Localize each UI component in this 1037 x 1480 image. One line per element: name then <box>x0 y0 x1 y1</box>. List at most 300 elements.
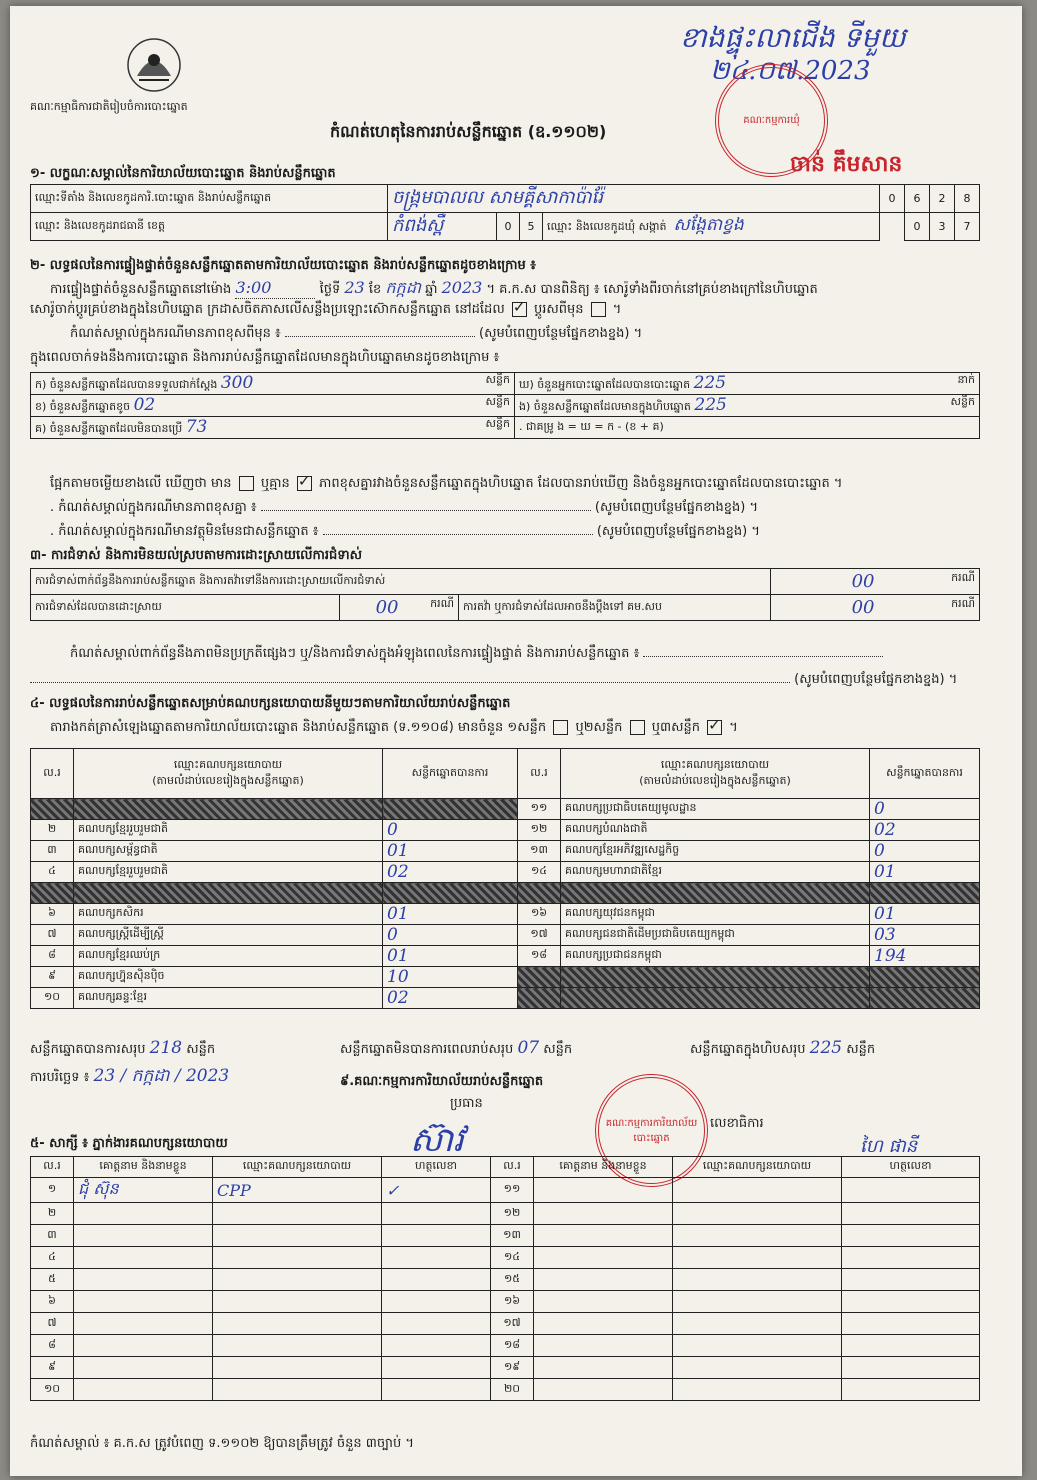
result-name: គណបក្សឆន្ទៈខ្មែរ <box>74 988 383 1009</box>
col-party-header <box>74 749 383 799</box>
result-no: ១៨ <box>518 946 561 967</box>
result-no: ១៣ <box>518 841 561 862</box>
result-votes <box>383 967 518 988</box>
commune-code-digit: 3 <box>930 213 955 241</box>
witness-party <box>213 1225 382 1247</box>
count-a-value: 300 <box>220 373 254 393</box>
count-row-b <box>31 395 515 417</box>
chair-label: ប្រធាន <box>450 1096 483 1111</box>
witness-row <box>31 1313 980 1335</box>
note-difference-tail: (សូមបំពេញបន្ថែមផ្នែកខាងខ្នង) ។ <box>594 500 759 515</box>
result-votes <box>383 862 518 883</box>
witness-name-right <box>534 1335 673 1357</box>
result-votes-value: 01 <box>874 862 896 882</box>
verify-time-label: ការផ្ទៀងផ្ទាត់ចំនួនសន្លឹកឆ្នោតនៅម៉ោង <box>50 282 232 297</box>
witness-sign-right <box>842 1357 980 1379</box>
result-name <box>74 883 383 904</box>
date-value: 23 / កក្កដា / 2023 <box>93 1066 230 1086</box>
result-votes <box>870 988 980 1009</box>
handwritten-note-top: ខាងផ្ទុះលាជើង ទីមួយ <box>680 21 906 54</box>
result-row <box>31 841 980 862</box>
result-name <box>74 799 383 820</box>
witness-no: ៥ <box>31 1269 74 1291</box>
totals-box <box>690 1038 875 1058</box>
result-votes <box>383 925 518 946</box>
result-votes <box>383 946 518 967</box>
result-votes-value: 0 <box>874 841 885 861</box>
witness-no: ២ <box>31 1203 74 1225</box>
station-code-digit: 6 <box>905 185 930 213</box>
verify-line-2: សោរ៉ូចាក់ប្តូរគ្រប់ខាងក្នុងនៃហិបឆ្នោត ក្រដាសចិតភាសលើសន្លឹងប្រឡោះស៊ោកសន្លឹកឆ្នោត នៅដដែល ✓ ប្តូរសពីមុន ។ <box>30 302 621 318</box>
tally-opt3: ឬ៣សន្លឹក <box>651 720 700 735</box>
result-name: គណបក្សមហារាជាតិខ្មែរ <box>561 862 870 883</box>
result-no: ១២ <box>518 820 561 841</box>
irregularity-label: កំណត់សម្គាល់ពាក់ព័ន្ធនឹងភាពមិនប្រក្រតីផ្សេងៗ ឬ/និងការជំទាស់ក្នុងអំឡុងពេលនៃការផ្ទៀងផ្ទាត់ និងការរាប់សន្លឹកឆ្នោត ៖ <box>70 646 640 661</box>
witness-name <box>74 1269 213 1291</box>
committee-title: ៩.គណៈកម្មការការិយាល័យរាប់សន្លឹកឆ្នោត <box>340 1074 544 1089</box>
verify-month-label: ខែ <box>368 282 382 297</box>
count-a-label: ក) ចំនួនសន្លឹកឆ្នោតដែលបានទទួលជាក់ស្តែង <box>35 378 218 391</box>
date-line <box>30 1066 229 1086</box>
result-name: គណបក្សខ្មែរអភិវឌ្ឍសេដ្ឋកិច្ច <box>561 841 870 862</box>
verify-line-3-tail: (សូមបំពេញបន្ថែមផ្នែកខាងខ្នង) ។ <box>479 326 643 341</box>
witness-sign <box>382 1379 491 1401</box>
result-no: ៨ <box>31 946 74 967</box>
witness-no: ១០ <box>31 1379 74 1401</box>
witness-name-right <box>534 1291 673 1313</box>
sum-box-unit: សន្លឹក <box>846 1042 876 1057</box>
witness-no: ១ <box>31 1178 74 1203</box>
province-value-text: កំពង់ស្ពឺ <box>392 215 444 236</box>
ballot-form <box>10 6 1022 1476</box>
col-party-header-l1: ឈ្មោះគណបក្សនយោបាយ <box>173 757 283 771</box>
sum-valid-label: សន្លឹកឆ្នោតបានការសរុប <box>30 1042 146 1057</box>
result-name: គណបក្សយុវជនកម្ពុជា <box>561 904 870 925</box>
result-no: ១៧ <box>518 925 561 946</box>
verify-line-1 <box>50 278 818 299</box>
w-col-sign: ហត្ថលេខា <box>382 1157 491 1178</box>
col-votes-header: សន្លឹកឆ្នោតបានការ <box>383 749 518 799</box>
verify-month: កក្កដា <box>385 278 421 297</box>
station-table <box>30 184 980 241</box>
verify-year-label: ឆ្នាំ <box>425 282 438 297</box>
changed-checkbox[interactable] <box>591 302 606 317</box>
witness-no-right: ១៥ <box>491 1269 534 1291</box>
witness-sign <box>382 1291 491 1313</box>
province-label: ឈ្មោះ និងលេខកូដរាជធានី ខេត្ត <box>31 213 388 241</box>
col-party-header-right <box>561 749 870 799</box>
result-votes <box>870 967 980 988</box>
sum-box-label: សន្លឹកឆ្នោតក្នុងហិបសរុប <box>690 1042 806 1057</box>
section2-heading: ២- លទ្ធផលនៃការផ្ទៀងផ្ទាត់ចំនួនសន្លឹកឆ្នោតតាមការិយាល័យបោះឆ្នោត និងរាប់សន្លឹកឆ្នោតដូចខាងក្រោម ៖ <box>30 258 536 273</box>
w-col-party-right: ឈ្មោះគណបក្សនយោបាយ <box>673 1157 842 1178</box>
result-name: គណបក្សខ្មែររួបរួមជាតិ <box>74 820 383 841</box>
witness-no-right: ១៤ <box>491 1247 534 1269</box>
complaint-value-cell <box>771 569 980 595</box>
one-sheet-checkbox[interactable] <box>553 720 568 735</box>
verify-line-1-tail: ។ គ.ក.ស បានពិនិត្យ ៖ សោរ៉ូទាំងពីរចាក់នៅគ្រប់ខាងក្រៅនៃហិបឆ្នោត <box>486 282 818 297</box>
station-code-digit: 2 <box>930 185 955 213</box>
verify-day: 23 <box>344 278 365 297</box>
count-d-value: 225 <box>693 373 727 393</box>
result-votes-value: 01 <box>874 904 896 924</box>
verify-line-2-b: ប្តូរសពីមុន <box>533 302 584 317</box>
irregularity-note <box>70 646 883 662</box>
result-row <box>31 925 980 946</box>
commune-cell <box>543 213 880 241</box>
result-votes-value: 03 <box>874 925 896 945</box>
witness-row <box>31 1357 980 1379</box>
chair-signature: ស៊ាវ <box>410 1120 464 1160</box>
witness-sign <box>382 1357 491 1379</box>
result-no: ១៤ <box>518 862 561 883</box>
result-name: គណបក្សកសិករ <box>74 904 383 925</box>
witness-no-right: ១៧ <box>491 1313 534 1335</box>
station-code-digit: 8 <box>955 185 980 213</box>
result-row <box>31 946 980 967</box>
station-value-text: ចង្ក្រមបាលល សាមគ្គីសាកាប៉ារ៉ែ <box>392 187 604 208</box>
handwritten-date-top: ២៤.០៧.2023 <box>710 56 871 86</box>
count-d-unit: នាក់ <box>957 373 975 386</box>
witness-name <box>74 1178 213 1203</box>
witness-no: ៤ <box>31 1247 74 1269</box>
witness-party-right <box>673 1178 842 1203</box>
result-name <box>561 988 870 1009</box>
witness-name-right <box>534 1269 673 1291</box>
col-votes-header-right: សន្លឹកឆ្នោតបានការ <box>870 749 980 799</box>
verify-line-4: ក្នុងពេលចាក់ទងនឹងការបោះឆ្នោត និងការរាប់សន្លឹកឆ្នោតដែលមានក្នុងហិបឆ្នោតមានដូចខាងក្រោម ៖ <box>30 350 500 365</box>
witness-no-right: ១៣ <box>491 1225 534 1247</box>
count-b-unit: សន្លឹក <box>485 395 510 408</box>
result-name: គណបក្សបំណងជាតិ <box>561 820 870 841</box>
verify-year: 2023 <box>441 278 483 297</box>
footer-note: កំណត់សម្គាល់ ៖ គ.ក.ស ត្រូវបំពេញ ទ.១១០២ ឱ្យបានត្រឹមត្រូវ ចំនួន ៣ច្បាប់ ។ <box>30 1436 414 1451</box>
witness-sign-right <box>842 1203 980 1225</box>
result-votes <box>383 988 518 1009</box>
form-title: កំណត់ហេតុនៃការរាប់សន្លឹកឆ្នោត (ឧ.១១០២) <box>330 122 607 141</box>
witness-name-right <box>534 1379 673 1401</box>
result-row <box>31 904 980 925</box>
witness-name <box>74 1247 213 1269</box>
result-row <box>31 883 980 904</box>
secretary-name: ហៃ ផានី <box>860 1136 918 1157</box>
resolved-unit: ករណី <box>430 597 454 610</box>
result-name: គណបក្សប្រជាជនកម្ពុជា <box>561 946 870 967</box>
result-row <box>31 799 980 820</box>
col-no-header: ល.រ <box>31 749 74 799</box>
result-votes <box>383 799 518 820</box>
witness-sign-right <box>842 1225 980 1247</box>
witness-sign <box>382 1225 491 1247</box>
witness-no-right: ១២ <box>491 1203 534 1225</box>
result-row <box>31 988 980 1009</box>
witness-party <box>213 1379 382 1401</box>
section5-heading: ៥- សាក្សី ៖ ភ្នាក់ងារគណបក្សនយោបាយ <box>30 1136 228 1151</box>
w-col-no-right: ល.រ <box>491 1157 534 1178</box>
result-no: ៤ <box>31 862 74 883</box>
witness-party <box>213 1335 382 1357</box>
count-c-label: គ) ចំនួនសន្លឹកឆ្នោតដែលមិនបានប្រើ <box>35 422 183 435</box>
result-votes-value: 02 <box>387 988 409 1008</box>
result-votes <box>870 904 980 925</box>
witness-sign-right <box>842 1269 980 1291</box>
count-b-value: 02 <box>133 395 156 415</box>
witness-party <box>213 1269 382 1291</box>
verify-line-2-text: សោរ៉ូចាក់ប្តូរគ្រប់ខាងក្នុងនៃហិបឆ្នោត ក្រដាសចិតភាសលើសន្លឹងប្រឡោះស៊ោកសន្លឹកឆ្នោត នៅដដែល <box>30 302 505 317</box>
result-no <box>518 967 561 988</box>
witness-sign-right <box>842 1335 980 1357</box>
col-no-header-right: ល.រ <box>518 749 561 799</box>
resolved-value-cell <box>340 595 459 621</box>
count-e-label: ង) ចំនួនសន្លឹកឆ្នោតដែលមានក្នុងហិបឆ្នោត <box>519 400 691 413</box>
witness-name-right <box>534 1203 673 1225</box>
result-votes-value: 01 <box>387 946 409 966</box>
totals-invalid <box>340 1038 572 1058</box>
result-votes-value: 10 <box>387 967 409 987</box>
result-name: គណបក្សប្រជាធិបតេយ្យមូលដ្ឋាន <box>561 799 870 820</box>
result-votes <box>870 820 980 841</box>
count-row-a <box>31 373 515 395</box>
witness-name-right <box>534 1357 673 1379</box>
witness-party <box>213 1357 382 1379</box>
witness-no: ៦ <box>31 1291 74 1313</box>
result-votes-value: 01 <box>387 841 409 861</box>
resolved-value: 00 <box>375 597 399 618</box>
result-votes <box>870 841 980 862</box>
result-name: គណបក្សខ្មែររួបរួមជាតិ <box>74 862 383 883</box>
two-sheet-checkbox[interactable] <box>630 720 645 735</box>
witness-row <box>31 1203 980 1225</box>
count-d-label: ឃ) ចំនួនអ្នកបោះឆ្នោតដែលបានបោះឆ្នោត <box>519 378 691 391</box>
commune-code-digit: 0 <box>905 213 930 241</box>
verify-day-label: ថ្ងៃទី <box>319 282 341 297</box>
result-name: គណបក្សស្ត្រីដើម្បីស្ត្រី <box>74 925 383 946</box>
complaint-value: 00 <box>851 571 875 592</box>
result-votes-value: 0 <box>387 925 398 945</box>
witness-party-right <box>673 1379 842 1401</box>
witness-name-right <box>534 1178 673 1203</box>
witness-party-right <box>673 1269 842 1291</box>
witness-name-right <box>534 1247 673 1269</box>
witness-party-right <box>673 1225 842 1247</box>
count-a-unit: សន្លឹក <box>485 373 510 386</box>
witness-party <box>213 1247 382 1269</box>
w-col-party: ឈ្មោះគណបក្សនយោបាយ <box>213 1157 382 1178</box>
witness-no: ៧ <box>31 1313 74 1335</box>
witness-sign <box>382 1203 491 1225</box>
resolved-label: ការជំទាស់ដែលបានដោះស្រាយ <box>31 595 340 621</box>
province-code-digit: 5 <box>520 213 543 241</box>
witness-sign <box>382 1178 491 1203</box>
stamp-top-text: គណៈកម្មការឃុំ <box>743 115 800 126</box>
result-name: គណបក្សជនជាតិដើមប្រជាធិបតេយ្យកម្ពុជា <box>561 925 870 946</box>
sum-invalid: 07 <box>517 1038 540 1058</box>
province-value <box>388 213 497 241</box>
count-row-d <box>515 373 980 395</box>
result-no: ៦ <box>31 904 74 925</box>
section4-heading: ៤- លទ្ធផលនៃការរាប់សន្លឹកឆ្នោតសម្រាប់គណបក្សនយោបាយនីមួយៗតាមការិយាល័យរាប់សន្លឹកឆ្នោត <box>30 696 511 711</box>
result-votes-value: 0 <box>387 820 398 840</box>
witness-name <box>74 1357 213 1379</box>
result-row <box>31 820 980 841</box>
result-no: ១១ <box>518 799 561 820</box>
tally-sheet-line: តារាងកត់ត្រាសំឡេងឆ្នោតតាមការិយាល័យបោះឆ្នោត និងរាប់សន្លឹកឆ្នោត (ទ.១១០៨) មានចំនួន ១សន្លឹក ឬ២សន្លឹក ឬ៣សន្លឹក ✓ ។ <box>50 720 738 736</box>
section1-heading: ១- លក្ខណៈសម្គាល់នៃការិយាល័យបោះឆ្នោត និងរាប់សន្លឹកឆ្នោត <box>30 166 336 181</box>
verify-line-3 <box>70 326 642 342</box>
result-votes-value: 02 <box>387 862 409 882</box>
sum-valid: 218 <box>149 1038 183 1058</box>
three-sheet-checkbox[interactable] <box>707 720 722 735</box>
witness-name-right <box>534 1313 673 1335</box>
witness-name <box>74 1225 213 1247</box>
commune-label: ឈ្មោះ និងលេខកូដឃុំ សង្កាត់ <box>547 220 667 233</box>
result-votes <box>383 904 518 925</box>
witness-party-right <box>673 1335 842 1357</box>
station-label: ឈ្មោះទីតាំង និងលេខកូដការិ.បោះឆ្នោត និងរាប់សន្លឹកឆ្នោត <box>31 185 388 213</box>
appeal-value-cell <box>771 595 980 621</box>
date-label: ការបរិច្ឆេទ ៖ <box>30 1070 90 1085</box>
witness-no-right: ១៨ <box>491 1335 534 1357</box>
commune-value: សង្កែតាខ្វង <box>673 215 744 235</box>
result-votes <box>870 946 980 967</box>
w-col-no: ល.រ <box>31 1157 74 1178</box>
witness-party-right <box>673 1291 842 1313</box>
count-e-unit: សន្លឹក <box>950 395 975 408</box>
result-votes <box>870 925 980 946</box>
result-no <box>518 883 561 904</box>
verify-line-3-text: កំណត់សម្គាល់ក្នុងករណីមានភាពខុសពីមុន ៖ <box>70 326 281 341</box>
result-no <box>31 883 74 904</box>
witness-row <box>31 1335 980 1357</box>
complaint-unit: ករណី <box>951 571 975 584</box>
witness-name <box>74 1313 213 1335</box>
witness-row <box>31 1379 980 1401</box>
witness-sign-right <box>842 1247 980 1269</box>
station-code-digit: 0 <box>880 185 905 213</box>
witness-name <box>74 1335 213 1357</box>
sum-box: 225 <box>809 1038 843 1058</box>
appeal-label: ការតវ៉ា ឬការជំទាស់ដែលអាចនឹងប្តឹងទៅ គម.សប <box>459 595 771 621</box>
province-code-digit: 0 <box>497 213 520 241</box>
witness-sign <box>382 1313 491 1335</box>
w-col-name-right: គោត្តនាម និងនាមខ្លួន <box>534 1157 673 1178</box>
count-c-value: 73 <box>185 417 208 437</box>
witness-party <box>213 1291 382 1313</box>
witness-party <box>213 1178 382 1203</box>
note-foreign-tail: (សូមបំពេញបន្ថែមផ្នែកខាងខ្នង) ។ <box>596 524 760 539</box>
result-row <box>31 967 980 988</box>
secretary-label: លេខាធិការ <box>710 1116 764 1131</box>
witness-party-right <box>673 1313 842 1335</box>
witness-no-right: ១៩ <box>491 1357 534 1379</box>
witness-no: ៩ <box>31 1357 74 1379</box>
result-no <box>31 799 74 820</box>
note-foreign-object <box>50 524 760 540</box>
count-e-value: 225 <box>694 395 727 415</box>
sum-invalid-unit: សន្លឹក <box>543 1042 573 1057</box>
witness-no: ៨ <box>31 1335 74 1357</box>
result-votes-value: 01 <box>387 904 409 924</box>
witness-table <box>30 1156 980 1401</box>
difference-tail: ភាពខុសគ្នារវាងចំនួនសន្លឹកឆ្នោតក្នុងហិបឆ្នោត ដែលបានរាប់ឃើញ និងចំនួនអ្នកបោះឆ្នោតដែលបានបោះឆ្នោត ។ <box>319 476 843 491</box>
witness-party-right <box>673 1247 842 1269</box>
sum-valid-unit: សន្លឹក <box>186 1042 216 1057</box>
red-signer-name: ចាន់ គឹមសាន <box>790 152 903 177</box>
witness-party-right <box>673 1203 842 1225</box>
note-difference <box>50 500 758 516</box>
result-row <box>31 862 980 883</box>
tally-intro: តារាងកត់ត្រាសំឡេងឆ្នោតតាមការិយាល័យបោះឆ្នោត និងរាប់សន្លឹកឆ្នោត (ទ.១១០៨) មានចំនួន ១សន្លឹក <box>50 720 547 735</box>
same-checkbox[interactable] <box>512 302 527 317</box>
sum-invalid-label: សន្លឹកឆ្នោតមិនបានការពេលរាប់សរុប <box>340 1042 514 1057</box>
results-table <box>30 748 980 1009</box>
witness-party-text: CPP <box>217 1180 251 1200</box>
witness-no: ៣ <box>31 1225 74 1247</box>
result-name <box>561 967 870 988</box>
stamp-bottom-text: គណៈកម្មការការិយាល័យបោះឆ្នោត <box>605 1117 698 1144</box>
complaint-label: ការជំទាស់ពាក់ព័ន្ធនឹងការរាប់សន្លឹកឆ្នោត និងការតវ៉ាទៅនឹងការដោះស្រាយលើការជំទាស់ <box>31 569 771 595</box>
difference-yes-checkbox[interactable] <box>239 476 254 491</box>
result-no: ១៦ <box>518 904 561 925</box>
result-no: ៧ <box>31 925 74 946</box>
result-no: ២ <box>31 820 74 841</box>
col-party-header-l2: (តាមលំដាប់លេខរៀងក្នុងសន្លឹកឆ្នោត) <box>152 773 304 787</box>
w-col-name: គោត្តនាម និងនាមខ្លួន <box>74 1157 213 1178</box>
result-votes <box>870 883 980 904</box>
station-value <box>388 185 880 213</box>
witness-sign-right <box>842 1178 980 1203</box>
witness-name <box>74 1291 213 1313</box>
witness-sign-right <box>842 1291 980 1313</box>
result-no: ៩ <box>31 967 74 988</box>
section3-heading: ៣- ការជំទាស់ និងការមិនយល់ស្របតាមការដោះស្រាយលើការជំទាស់ <box>30 548 362 563</box>
appeal-unit: ករណី <box>951 597 975 610</box>
count-b-label: ខ) ចំនួនសន្លឹកឆ្នោតខូច <box>35 400 131 413</box>
witness-row <box>31 1291 980 1313</box>
w-col-sign-right: ហត្ថលេខា <box>842 1157 980 1178</box>
result-name: គណបក្សខ្មែរឈប់ក្រ <box>74 946 383 967</box>
witness-row <box>31 1269 980 1291</box>
appeal-value: 00 <box>851 597 875 618</box>
result-no <box>518 988 561 1009</box>
irregularity-tail <box>30 672 957 688</box>
witness-name-right <box>534 1225 673 1247</box>
emblem-icon <box>125 36 183 94</box>
witness-name <box>74 1379 213 1401</box>
col-party-header-right-l1: ឈ្មោះគណបក្សនយោបាយ <box>660 757 770 771</box>
result-name: គណបក្សហ្វ៊ុនស៊ិនប៉ិច <box>74 967 383 988</box>
commune-code-digit: 7 <box>955 213 980 241</box>
count-formula: . ជាគម្រូ ង = ឃ = ក - (ខ + គ) <box>515 417 980 439</box>
count-row-c <box>31 417 515 439</box>
result-name <box>561 883 870 904</box>
complaints-table <box>30 568 980 621</box>
witness-row <box>31 1247 980 1269</box>
col-party-header-right-l2: (តាមលំដាប់លេខរៀងក្នុងសន្លឹកឆ្នោត) <box>639 773 791 787</box>
difference-no-label: ឬគ្មាន <box>260 476 290 491</box>
witness-sign-text: ✓ <box>386 1180 400 1200</box>
witness-row <box>31 1225 980 1247</box>
totals-line <box>30 1038 215 1058</box>
note-foreign-label: . កំណត់សម្គាល់ក្នុងករណីមានវត្ថុមិនមែនជាសន្លឹកឆ្នោត ៖ <box>50 524 319 539</box>
witness-no-right: ១១ <box>491 1178 534 1203</box>
result-votes <box>383 841 518 862</box>
witness-no-right: ១៦ <box>491 1291 534 1313</box>
result-votes-value: 0 <box>874 799 885 819</box>
count-row-e <box>515 395 980 417</box>
result-votes <box>383 883 518 904</box>
difference-no-checkbox[interactable] <box>297 476 312 491</box>
